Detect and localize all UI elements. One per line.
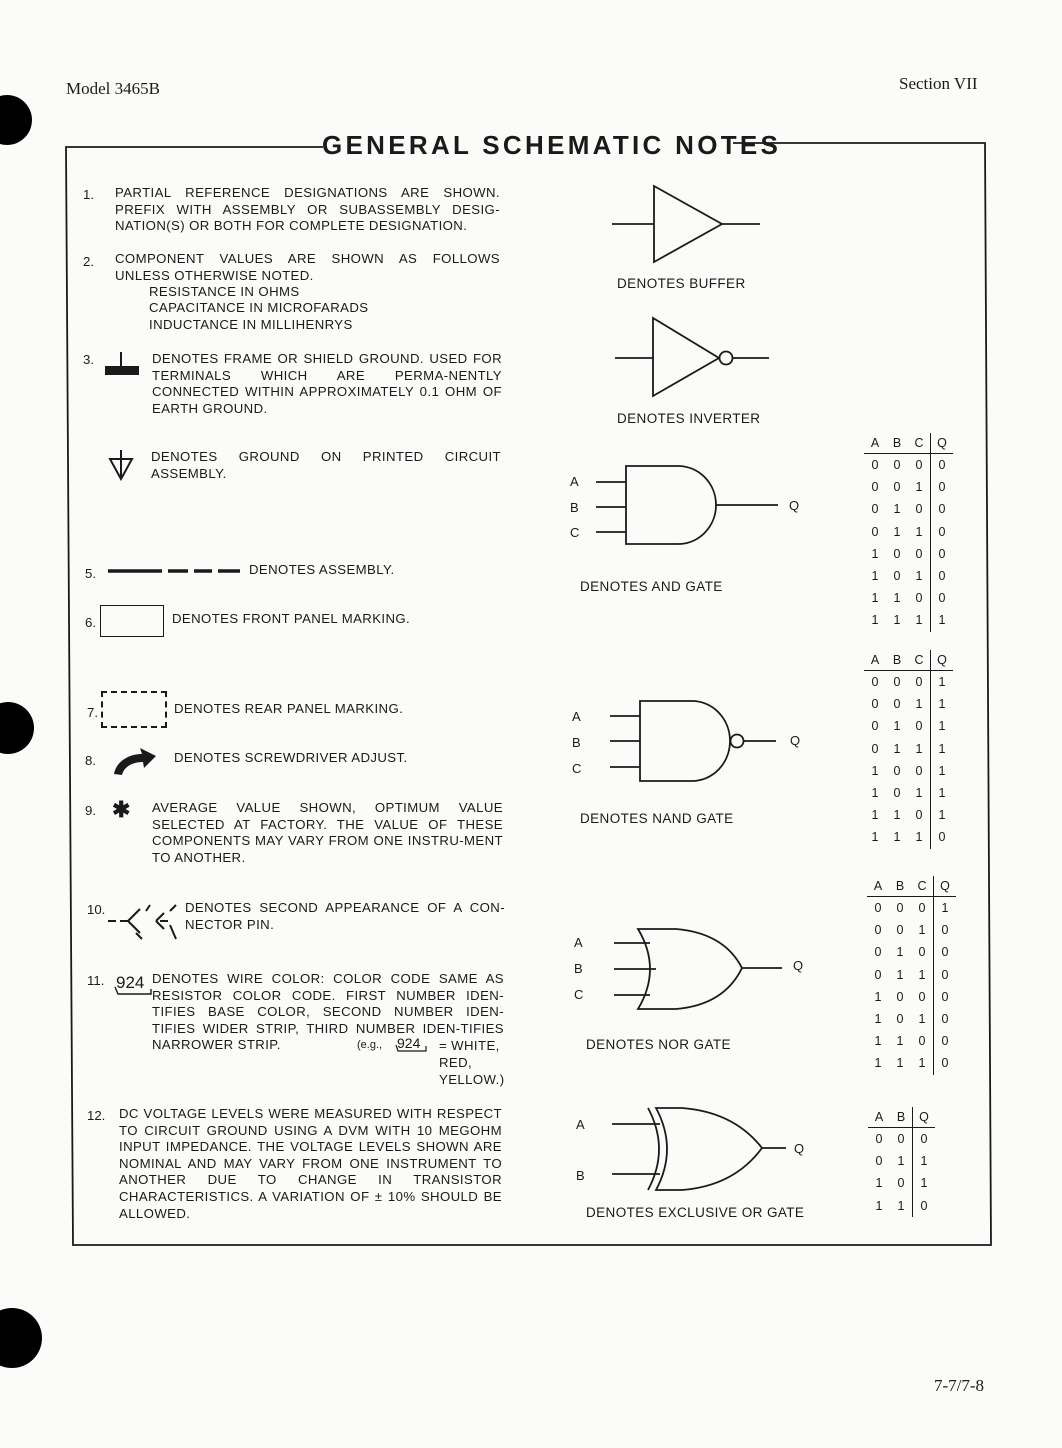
note-11-example-code: 924 xyxy=(397,1035,421,1051)
cell: 1 xyxy=(918,967,926,982)
cell: 1 xyxy=(915,697,923,712)
cell: 1 xyxy=(915,524,923,539)
cell: 1 xyxy=(893,613,901,628)
cell: 0 xyxy=(918,945,926,960)
table-row xyxy=(867,897,956,920)
cell: 0 xyxy=(874,923,882,938)
note-12-number: 12. xyxy=(87,1108,106,1123)
nor-caption: DENOTES NOR GATE xyxy=(586,1037,731,1052)
cell: 1 xyxy=(893,808,901,823)
header-cell: Q xyxy=(913,1107,936,1128)
note-2-inductance: INDUCTANCE IN MILLIHENRYS xyxy=(149,317,353,332)
cell: 1 xyxy=(871,546,879,561)
cell: 1 xyxy=(896,1056,904,1071)
header-cell: B xyxy=(886,433,908,454)
table-row xyxy=(864,476,953,498)
cell: 1 xyxy=(871,763,879,778)
cell: 0 xyxy=(871,524,879,539)
inverter-caption: DENOTES INVERTER xyxy=(617,411,761,426)
cell: 0 xyxy=(915,591,923,606)
table-row xyxy=(867,1008,956,1030)
wire-code-bracket-icon xyxy=(113,985,153,997)
cell: 1 xyxy=(918,1056,926,1071)
and-caption: DENOTES AND GATE xyxy=(580,579,723,594)
cell: 1 xyxy=(893,741,901,756)
cell: 0 xyxy=(874,967,882,982)
header-cell: B xyxy=(890,1107,913,1128)
header-cell: A xyxy=(867,876,889,897)
cell: 1 xyxy=(893,524,901,539)
connector-pin-icon xyxy=(108,903,182,943)
xor-truth-table xyxy=(868,1107,935,1217)
wire-color-code: 924 xyxy=(116,973,145,992)
rear-panel-box-icon xyxy=(101,691,167,728)
cell: 1 xyxy=(896,945,904,960)
note-8-text: DENOTES SCREWDRIVER ADJUST. xyxy=(174,750,408,765)
xor-gate-symbol xyxy=(612,1106,788,1192)
cell: 0 xyxy=(931,521,954,543)
table-row xyxy=(868,1150,935,1172)
cell: 0 xyxy=(915,808,923,823)
table-row xyxy=(864,498,953,520)
header-cell: B xyxy=(886,650,908,671)
cell: 0 xyxy=(931,543,954,565)
cell: 1 xyxy=(874,1012,882,1027)
cell: 1 xyxy=(896,1034,904,1049)
cell: 0 xyxy=(871,502,879,517)
table-header-row xyxy=(867,876,956,897)
cell: 1 xyxy=(931,738,954,760)
nand-pin-b: B xyxy=(572,735,581,750)
cell: 1 xyxy=(931,804,954,826)
cell: 1 xyxy=(915,830,923,845)
page-number: 7-7/7-8 xyxy=(934,1376,985,1395)
cell: 0 xyxy=(893,763,901,778)
table-header-row xyxy=(868,1107,935,1128)
header-cell: Q xyxy=(931,433,954,454)
nor-pin-a: A xyxy=(574,935,583,950)
note-3-number: 3. xyxy=(83,352,94,367)
cell: 1 xyxy=(913,1150,936,1172)
table-row xyxy=(864,693,953,715)
and-truth-table xyxy=(864,433,953,632)
cell: 0 xyxy=(896,1012,904,1027)
table-row xyxy=(867,964,956,986)
and-pin-a: A xyxy=(570,474,579,489)
pc-ground-icon xyxy=(108,450,136,482)
cell: 0 xyxy=(893,569,901,584)
cell: 0 xyxy=(913,1128,936,1151)
cell: 0 xyxy=(915,719,923,734)
cell: 0 xyxy=(934,1052,957,1074)
note-2-text: COMPONENT VALUES ARE SHOWN AS FOLLOWS UNLESS OTHERWISE NOTED. xyxy=(115,251,500,283)
cell: 0 xyxy=(918,901,926,916)
note-2-number: 2. xyxy=(83,254,94,269)
cell: 1 xyxy=(874,989,882,1004)
cell: 0 xyxy=(893,546,901,561)
xor-pin-a: A xyxy=(576,1117,585,1132)
nand-caption: DENOTES NAND GATE xyxy=(580,811,734,826)
table-row xyxy=(864,826,953,848)
front-panel-box-icon xyxy=(100,605,164,637)
cell: 0 xyxy=(931,498,954,520)
nand-truth-table xyxy=(864,650,953,849)
xor-caption: DENOTES EXCLUSIVE OR GATE xyxy=(586,1205,805,1220)
note-1-number: 1. xyxy=(83,187,94,202)
note-5-text: DENOTES ASSEMBLY. xyxy=(249,562,395,577)
note-10-text: DENOTES SECOND APPEARANCE OF A CON-NECTOR PIN. xyxy=(185,900,505,932)
table-row xyxy=(868,1195,935,1217)
table-row xyxy=(864,738,953,760)
note-4-text: DENOTES GROUND ON PRINTED CIRCUIT ASSEMBLY. xyxy=(151,449,501,481)
cell: 0 xyxy=(934,1030,957,1052)
cell: 0 xyxy=(915,458,923,473)
cell: 1 xyxy=(871,786,879,801)
note-8-number: 8. xyxy=(85,753,96,768)
cell: 1 xyxy=(931,671,954,694)
cell: 1 xyxy=(897,1198,905,1213)
header-cell: A xyxy=(864,650,886,671)
example-bracket-icon xyxy=(394,1044,430,1054)
cell: 0 xyxy=(931,476,954,498)
xor-pin-b: B xyxy=(576,1168,585,1183)
cell: 1 xyxy=(897,1154,905,1169)
header-cell: C xyxy=(911,876,934,897)
and-pin-b: B xyxy=(570,500,579,515)
cell: 0 xyxy=(934,919,957,941)
cell: 1 xyxy=(931,782,954,804)
header-cell: A xyxy=(868,1107,890,1128)
cell: 1 xyxy=(871,830,879,845)
header-cell: C xyxy=(908,433,931,454)
table-header-row xyxy=(864,650,953,671)
cell: 1 xyxy=(871,569,879,584)
buffer-symbol xyxy=(612,186,762,266)
screwdriver-adjust-icon xyxy=(110,748,158,776)
nand-gate-symbol xyxy=(610,699,780,783)
note-12-text: DC VOLTAGE LEVELS WERE MEASURED WITH RESPECT TO CIRCUIT GROUND USING A DVM WITH 10 MEGOHM INPUT IMPEDANCE. THE VOLTAGE LEVELS SHOWN ARE NOMINAL AND MAY VARY FROM ONE INSTRUMENT TO ANOTHER DUE TO CHANGE IN TRANSISTOR CHARACTERISTICS. A VARIATION OF ± 10% SHOULD BE ALLOWED. xyxy=(119,1106,502,1221)
cell: 0 xyxy=(871,480,879,495)
cell: 0 xyxy=(896,923,904,938)
nand-pin-c: C xyxy=(572,761,582,776)
cell: 1 xyxy=(934,897,957,920)
cell: 1 xyxy=(874,1056,882,1071)
cell: 1 xyxy=(875,1176,883,1191)
note-7-number: 7. xyxy=(87,705,98,720)
cell: 0 xyxy=(931,454,954,477)
note-11-example-prefix: (e.g., xyxy=(357,1039,383,1051)
cell: 1 xyxy=(913,1172,936,1194)
cell: 0 xyxy=(871,458,879,473)
note-10-number: 10. xyxy=(87,902,106,917)
nor-pin-c: C xyxy=(574,987,584,1002)
assembly-line-icon xyxy=(108,566,242,576)
table-row xyxy=(867,919,956,941)
cell: 0 xyxy=(893,458,901,473)
header-cell: A xyxy=(864,433,886,454)
table-row xyxy=(864,782,953,804)
cell: 1 xyxy=(931,715,954,737)
cell: 0 xyxy=(871,675,879,690)
cell: 1 xyxy=(893,591,901,606)
table-row xyxy=(864,454,953,477)
cell: 0 xyxy=(934,941,957,963)
cell: 0 xyxy=(875,1132,883,1147)
table-row xyxy=(864,671,953,694)
header-cell: Q xyxy=(934,876,957,897)
cell: 0 xyxy=(897,1176,905,1191)
note-11-text: DENOTES WIRE COLOR: COLOR CODE SAME AS RESISTOR COLOR CODE. FIRST NUMBER IDEN-TIFIES BASE COLOR, SECOND NUMBER IDEN-TIFIES WIDER STRIP, THIRD NUMBER IDEN-TIFIES NARROWER STRIP. xyxy=(152,971,504,1053)
and-pin-c: C xyxy=(570,525,580,540)
nor-pin-b: B xyxy=(574,961,583,976)
cell: 0 xyxy=(896,989,904,1004)
page-title: GENERAL SCHEMATIC NOTES xyxy=(322,130,782,160)
cell: 0 xyxy=(874,901,882,916)
cell: 0 xyxy=(875,1154,883,1169)
note-11-number: 11. xyxy=(87,973,105,988)
cell: 1 xyxy=(896,967,904,982)
model-label: Model 3465B xyxy=(66,79,160,98)
cell: 0 xyxy=(871,697,879,712)
cell: 0 xyxy=(934,964,957,986)
table-row xyxy=(864,609,953,631)
note-11-example-result: = WHITE, RED, YELLOW.) xyxy=(439,1038,505,1087)
note-3-text: DENOTES FRAME OR SHIELD GROUND. USED FOR TERMINALS WHICH ARE PERMA-NENTLY CONNECTED WITHIN APPROXIMATELY 0.1 OHM OF EARTH GROUND. xyxy=(152,351,502,416)
buffer-caption: DENOTES BUFFER xyxy=(617,276,746,291)
cell: 1 xyxy=(915,569,923,584)
cell: 0 xyxy=(915,675,923,690)
cell: 0 xyxy=(915,763,923,778)
nor-truth-table xyxy=(867,876,956,1075)
cell: 0 xyxy=(913,1195,936,1217)
section-label: Section VII xyxy=(899,74,978,93)
cell: 0 xyxy=(931,587,954,609)
cell: 1 xyxy=(893,502,901,517)
and-pin-q: Q xyxy=(789,498,800,513)
table-header-row xyxy=(864,433,953,454)
note-1-text: PARTIAL REFERENCE DESIGNATIONS ARE SHOWN. PREFIX WITH ASSEMBLY OR SUBASSEMBLY DESIG-NATION(S) OR BOTH FOR COMPLETE DESIGNATION. xyxy=(115,185,500,234)
xor-pin-q: Q xyxy=(794,1141,805,1156)
table-row xyxy=(864,543,953,565)
note-6-text: DENOTES FRONT PANEL MARKING. xyxy=(172,611,411,626)
cell: 0 xyxy=(918,989,926,1004)
table-row xyxy=(864,587,953,609)
cell: 0 xyxy=(915,546,923,561)
note-9-text: AVERAGE VALUE SHOWN, OPTIMUM VALUE SELECTED AT FACTORY. THE VALUE OF THESE COMPONENTS MAY VARY FROM ONE INSTRU-MENT TO ANOTHER. xyxy=(152,800,503,865)
nand-pin-a: A xyxy=(572,709,581,724)
cell: 1 xyxy=(918,923,926,938)
table-row xyxy=(868,1128,935,1151)
cell: 0 xyxy=(934,986,957,1008)
table-row xyxy=(864,521,953,543)
frame-ground-icon xyxy=(104,352,140,378)
cell: 1 xyxy=(915,741,923,756)
cell: 1 xyxy=(918,1012,926,1027)
inverter-symbol xyxy=(615,318,771,398)
cell: 0 xyxy=(893,675,901,690)
cell: 0 xyxy=(897,1132,905,1147)
cell: 1 xyxy=(874,1034,882,1049)
note-7-text: DENOTES REAR PANEL MARKING. xyxy=(174,701,404,716)
asterisk-icon: ✱ xyxy=(112,797,131,822)
note-9-number: 9. xyxy=(85,803,96,818)
cell: 1 xyxy=(893,719,901,734)
table-row xyxy=(864,760,953,782)
cell: 1 xyxy=(931,609,954,631)
note-2-capacitance: CAPACITANCE IN MICROFARADS xyxy=(149,300,369,315)
table-row xyxy=(864,565,953,587)
nand-pin-q: Q xyxy=(790,733,801,748)
cell: 0 xyxy=(934,1008,957,1030)
table-row xyxy=(868,1172,935,1194)
nor-pin-q: Q xyxy=(793,958,804,973)
table-row xyxy=(864,804,953,826)
cell: 0 xyxy=(915,502,923,517)
table-row xyxy=(867,941,956,963)
table-row xyxy=(867,1030,956,1052)
cell: 1 xyxy=(915,786,923,801)
cell: 0 xyxy=(874,945,882,960)
header-cell: C xyxy=(908,650,931,671)
cell: 1 xyxy=(893,830,901,845)
cell: 1 xyxy=(931,760,954,782)
header-cell: Q xyxy=(931,650,954,671)
and-gate-symbol xyxy=(596,464,780,546)
cell: 0 xyxy=(918,1034,926,1049)
table-row xyxy=(867,1052,956,1074)
cell: 0 xyxy=(893,786,901,801)
cell: 0 xyxy=(893,697,901,712)
cell: 1 xyxy=(875,1198,883,1213)
table-row xyxy=(864,715,953,737)
cell: 0 xyxy=(893,480,901,495)
cell: 0 xyxy=(931,826,954,848)
cell: 1 xyxy=(871,613,879,628)
note-5-number: 5. xyxy=(85,566,96,581)
header-cell: B xyxy=(889,876,911,897)
table-row xyxy=(867,986,956,1008)
nor-gate-symbol xyxy=(614,927,784,1011)
cell: 1 xyxy=(871,808,879,823)
note-2-resistance: RESISTANCE IN OHMS xyxy=(149,284,300,299)
cell: 1 xyxy=(915,613,923,628)
cell: 1 xyxy=(871,591,879,606)
cell: 1 xyxy=(931,693,954,715)
cell: 0 xyxy=(871,719,879,734)
cell: 1 xyxy=(915,480,923,495)
cell: 0 xyxy=(896,901,904,916)
cell: 0 xyxy=(931,565,954,587)
note-6-number: 6. xyxy=(85,615,96,630)
cell: 0 xyxy=(871,741,879,756)
